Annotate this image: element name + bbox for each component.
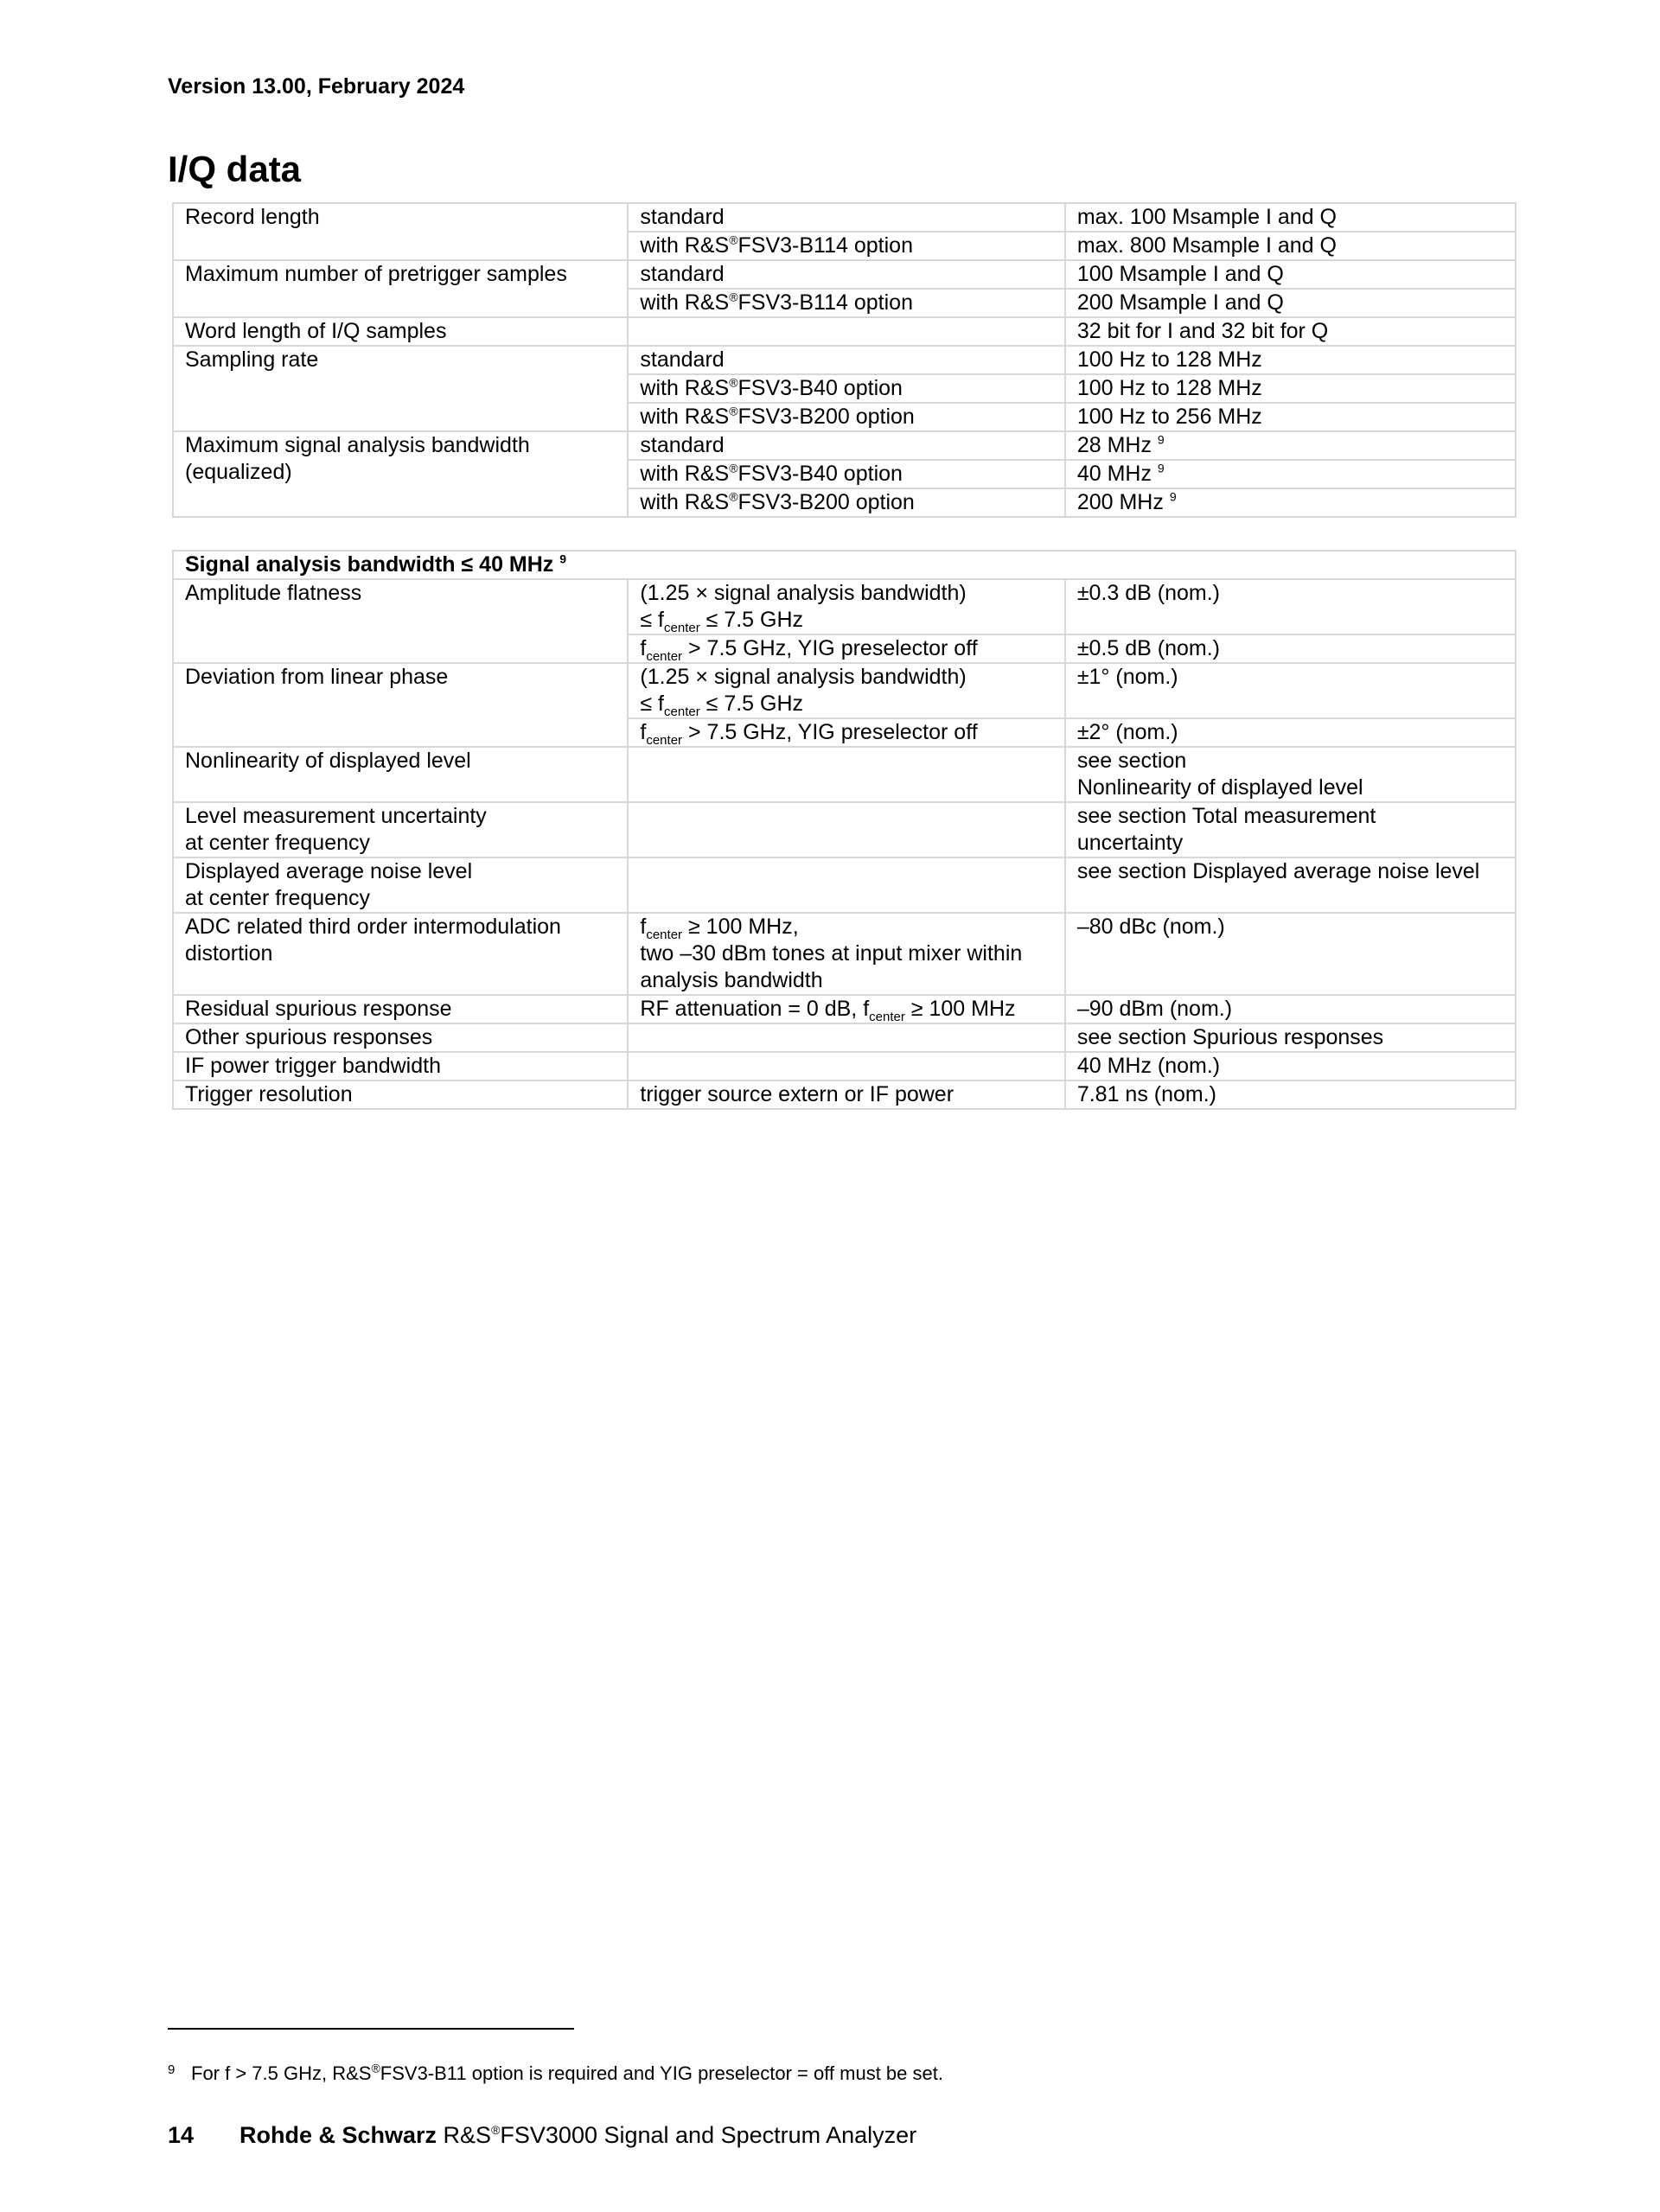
value-text: Nonlinearity of displayed level bbox=[1076, 775, 1363, 800]
condition-text: f bbox=[640, 915, 647, 939]
condition-cell bbox=[628, 431, 1064, 460]
condition-cell bbox=[628, 747, 1064, 802]
condition-text: RF attenuation = 0 dB, f bbox=[640, 997, 870, 1021]
param-word-length: Word length of I/Q samples bbox=[185, 319, 447, 343]
value-text: see section Displayed average noise level bbox=[1076, 859, 1480, 883]
subscript: center bbox=[664, 704, 700, 719]
value-text: 28 MHz bbox=[1076, 433, 1152, 457]
condition-cell bbox=[628, 634, 1064, 663]
condition-cell bbox=[628, 663, 1064, 718]
subscript: center bbox=[646, 649, 683, 664]
footnote-ref: 9 bbox=[1169, 489, 1177, 504]
param-adc-imd: ADC related third order intermodulation bbox=[185, 915, 561, 939]
param-cell bbox=[173, 1081, 628, 1109]
value-cell bbox=[1065, 995, 1516, 1023]
registered-mark: ® bbox=[729, 461, 738, 475]
condition-text: FSV3-B200 option bbox=[737, 405, 915, 429]
document-version: Version 13.00, February 2024 bbox=[168, 74, 465, 99]
condition-text: ≥ 100 MHz bbox=[904, 997, 1016, 1021]
param-cell bbox=[173, 203, 628, 260]
param-cell bbox=[173, 1052, 628, 1081]
value-cell bbox=[1065, 488, 1516, 517]
param-max-bandwidth: Maximum signal analysis bandwidth bbox=[185, 433, 530, 457]
condition-text: FSV3-B200 option bbox=[737, 490, 915, 514]
condition-text: two –30 dBm tones at input mixer within bbox=[640, 941, 1023, 966]
condition-cell bbox=[628, 232, 1064, 260]
condition-text: standard bbox=[640, 347, 725, 372]
value-text: 200 Msample I and Q bbox=[1076, 290, 1284, 315]
condition-text: ≤ f bbox=[640, 608, 665, 632]
condition-text: FSV3-B114 option bbox=[737, 233, 913, 258]
condition-text: ≤ f bbox=[640, 692, 665, 716]
value-cell bbox=[1065, 663, 1516, 718]
value-cell bbox=[1065, 289, 1516, 317]
value-text: 100 Hz to 256 MHz bbox=[1076, 405, 1262, 429]
table-row bbox=[173, 431, 1516, 460]
table-row bbox=[173, 203, 1516, 232]
value-text: 40 MHz bbox=[1076, 462, 1152, 486]
param-cell bbox=[173, 747, 628, 802]
param-cell bbox=[173, 431, 628, 517]
value-text: see section Total measurement bbox=[1076, 804, 1376, 828]
value-cell bbox=[1065, 718, 1516, 747]
subscript: center bbox=[869, 1010, 905, 1024]
condition-cell bbox=[628, 1052, 1064, 1081]
param-adc-imd-note: distortion bbox=[185, 941, 273, 966]
param-cell bbox=[173, 579, 628, 663]
condition-text: trigger source extern or IF power bbox=[640, 1082, 954, 1106]
value-cell bbox=[1065, 232, 1516, 260]
page-footer bbox=[168, 2122, 916, 2149]
condition-cell bbox=[628, 460, 1064, 488]
param-residual-spurious: Residual spurious response bbox=[185, 997, 452, 1021]
condition-cell bbox=[628, 260, 1064, 289]
condition-text: standard bbox=[640, 433, 725, 457]
condition-text: standard bbox=[640, 262, 725, 286]
table-row bbox=[173, 551, 1516, 579]
value-text: uncertainty bbox=[1076, 831, 1184, 855]
value-text: ±2° (nom.) bbox=[1076, 720, 1178, 744]
condition-text: > 7.5 GHz, YIG preselector off bbox=[682, 636, 978, 660]
value-text: 40 MHz (nom.) bbox=[1076, 1054, 1221, 1078]
bandwidth-40mhz-table bbox=[172, 550, 1516, 1110]
table-row bbox=[173, 346, 1516, 374]
value-text: 200 MHz bbox=[1076, 490, 1164, 514]
condition-text: ≤ 7.5 GHz bbox=[699, 692, 804, 716]
registered-mark: ® bbox=[491, 2123, 501, 2137]
registered-mark: ® bbox=[729, 375, 738, 390]
iq-data-table bbox=[172, 202, 1516, 518]
value-cell bbox=[1065, 1081, 1516, 1109]
param-pretrigger: Maximum number of pretrigger samples bbox=[185, 262, 567, 286]
param-amplitude-flatness: Amplitude flatness bbox=[185, 581, 362, 605]
condition-text: analysis bandwidth bbox=[640, 968, 823, 992]
table-row bbox=[173, 1081, 1516, 1109]
group-header-text: Signal analysis bandwidth ≤ 40 MHz bbox=[185, 552, 554, 577]
param-other-spurious: Other spurious responses bbox=[185, 1025, 433, 1049]
param-cell bbox=[173, 802, 628, 857]
condition-cell bbox=[628, 374, 1064, 403]
condition-text: with R&S bbox=[640, 376, 730, 400]
condition-cell bbox=[628, 203, 1064, 232]
condition-text: ≤ 7.5 GHz bbox=[699, 608, 804, 632]
value-text: max. 800 Msample I and Q bbox=[1076, 233, 1337, 258]
registered-mark: ® bbox=[729, 290, 738, 304]
condition-cell bbox=[628, 346, 1064, 374]
value-text: –90 dBm (nom.) bbox=[1076, 997, 1233, 1021]
value-text: 100 Hz to 128 MHz bbox=[1076, 347, 1262, 372]
param-trigger-resolution: Trigger resolution bbox=[185, 1082, 353, 1106]
condition-cell bbox=[628, 1081, 1064, 1109]
value-cell bbox=[1065, 802, 1516, 857]
value-text: 32 bit for I and 32 bit for Q bbox=[1076, 319, 1329, 343]
value-text: ±0.5 dB (nom.) bbox=[1076, 636, 1220, 660]
condition-text: with R&S bbox=[640, 490, 730, 514]
value-cell bbox=[1065, 403, 1516, 431]
value-text: ±0.3 dB (nom.) bbox=[1076, 581, 1220, 605]
condition-cell bbox=[628, 802, 1064, 857]
param-danl: Displayed average noise level bbox=[185, 859, 473, 883]
value-text: see section Spurious responses bbox=[1076, 1025, 1384, 1049]
condition-text: f bbox=[640, 636, 647, 660]
footnote bbox=[168, 2062, 943, 2085]
param-level-uncertainty: Level measurement uncertainty bbox=[185, 804, 487, 828]
condition-cell bbox=[628, 995, 1064, 1023]
condition-cell bbox=[628, 488, 1064, 517]
value-cell bbox=[1065, 317, 1516, 346]
footnote-ref: 9 bbox=[559, 551, 567, 566]
table-row bbox=[173, 260, 1516, 289]
condition-cell bbox=[628, 718, 1064, 747]
table-row bbox=[173, 995, 1516, 1023]
value-cell bbox=[1065, 579, 1516, 634]
condition-text: > 7.5 GHz, YIG preselector off bbox=[682, 720, 978, 744]
condition-text: with R&S bbox=[640, 233, 730, 258]
value-text: max. 100 Msample I and Q bbox=[1076, 205, 1337, 229]
footnote-divider bbox=[168, 2028, 574, 2030]
condition-text: standard bbox=[640, 205, 725, 229]
value-cell bbox=[1065, 634, 1516, 663]
value-cell bbox=[1065, 260, 1516, 289]
condition-cell bbox=[628, 317, 1064, 346]
table-row bbox=[173, 747, 1516, 802]
value-text: 100 Msample I and Q bbox=[1076, 262, 1284, 286]
value-text: ±1° (nom.) bbox=[1076, 665, 1178, 689]
param-cell bbox=[173, 663, 628, 747]
value-cell bbox=[1065, 374, 1516, 403]
condition-text: ≥ 100 MHz, bbox=[682, 915, 799, 939]
param-danl-note: at center frequency bbox=[185, 886, 371, 910]
value-cell bbox=[1065, 346, 1516, 374]
param-if-trigger-bandwidth: IF power trigger bandwidth bbox=[185, 1054, 441, 1078]
footnote-text-end: FSV3-B11 option is required and YIG preselector = off must be set. bbox=[380, 2062, 943, 2084]
footnote-text: For f > 7.5 GHz, R&S bbox=[191, 2062, 372, 2084]
value-text: see section bbox=[1076, 749, 1187, 773]
param-sampling-rate: Sampling rate bbox=[185, 347, 319, 372]
condition-cell bbox=[628, 289, 1064, 317]
value-cell bbox=[1065, 747, 1516, 802]
registered-mark: ® bbox=[729, 233, 738, 247]
value-text: –80 dBc (nom.) bbox=[1076, 915, 1225, 939]
condition-text: (1.25 × signal analysis bandwidth) bbox=[640, 581, 967, 605]
table-row bbox=[173, 663, 1516, 718]
value-cell bbox=[1065, 460, 1516, 488]
table-row bbox=[173, 857, 1516, 913]
section-title: I/Q data bbox=[168, 149, 302, 189]
group-header bbox=[173, 551, 1516, 579]
product-name: R&S bbox=[437, 2122, 492, 2148]
param-cell bbox=[173, 260, 628, 317]
value-cell bbox=[1065, 1023, 1516, 1052]
condition-text: with R&S bbox=[640, 405, 730, 429]
condition-text: FSV3-B40 option bbox=[737, 376, 903, 400]
condition-cell bbox=[628, 403, 1064, 431]
condition-cell bbox=[628, 857, 1064, 913]
company-name: Rohde & Schwarz bbox=[239, 2122, 437, 2148]
footnote-ref: 9 bbox=[1157, 461, 1165, 475]
condition-cell bbox=[628, 579, 1064, 634]
value-cell bbox=[1065, 913, 1516, 995]
table-row bbox=[173, 913, 1516, 995]
condition-cell bbox=[628, 913, 1064, 995]
param-record-length: Record length bbox=[185, 205, 320, 229]
param-cell bbox=[173, 346, 628, 431]
table-row bbox=[173, 802, 1516, 857]
registered-mark: ® bbox=[729, 489, 738, 504]
condition-text: (1.25 × signal analysis bandwidth) bbox=[640, 665, 967, 689]
param-max-bandwidth-note: (equalized) bbox=[185, 460, 292, 484]
registered-mark: ® bbox=[729, 404, 738, 418]
value-text: 7.81 ns (nom.) bbox=[1076, 1082, 1216, 1106]
condition-text: FSV3-B40 option bbox=[737, 462, 903, 486]
param-cell bbox=[173, 995, 628, 1023]
value-text: 100 Hz to 128 MHz bbox=[1076, 376, 1262, 400]
param-cell bbox=[173, 317, 628, 346]
table-row bbox=[173, 1023, 1516, 1052]
value-cell bbox=[1065, 431, 1516, 460]
value-cell bbox=[1065, 857, 1516, 913]
condition-text: f bbox=[640, 720, 647, 744]
condition-text: FSV3-B114 option bbox=[737, 290, 913, 315]
table-row bbox=[173, 579, 1516, 634]
param-nonlinearity: Nonlinearity of displayed level bbox=[185, 749, 471, 773]
table-row bbox=[173, 317, 1516, 346]
registered-mark: ® bbox=[371, 2061, 380, 2075]
param-cell bbox=[173, 1023, 628, 1052]
subscript: center bbox=[646, 928, 683, 942]
product-name-end: FSV3000 Signal and Spectrum Analyzer bbox=[500, 2122, 917, 2148]
param-linear-phase: Deviation from linear phase bbox=[185, 665, 449, 689]
subscript: center bbox=[664, 621, 700, 635]
condition-cell bbox=[628, 1023, 1064, 1052]
page-number: 14 bbox=[168, 2122, 195, 2148]
param-cell bbox=[173, 913, 628, 995]
condition-text: with R&S bbox=[640, 290, 730, 315]
footnote-ref: 9 bbox=[1157, 432, 1165, 447]
value-cell bbox=[1065, 1052, 1516, 1081]
param-cell bbox=[173, 857, 628, 913]
value-cell bbox=[1065, 203, 1516, 232]
table-row bbox=[173, 1052, 1516, 1081]
subscript: center bbox=[646, 733, 683, 748]
condition-text: with R&S bbox=[640, 462, 730, 486]
footnote-marker: 9 bbox=[168, 2062, 176, 2077]
param-level-uncertainty-note: at center frequency bbox=[185, 831, 371, 855]
